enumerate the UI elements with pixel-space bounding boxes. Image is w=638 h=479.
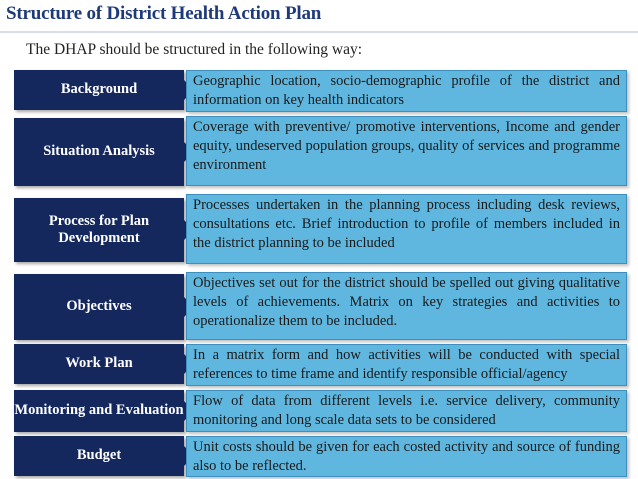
row-description: Objectives set out for the district should be spelled out giving qualitative levels of achievements. Matrix on key strategies and activities to operationalize them to be included. xyxy=(186,272,627,340)
row-label: Work Plan xyxy=(14,344,184,384)
page-title: Structure of District Health Action Plan xyxy=(6,3,322,24)
title-divider xyxy=(0,31,638,33)
row-label: Situation Analysis xyxy=(14,118,184,186)
row-label: Objectives xyxy=(14,274,184,340)
row-label: Budget xyxy=(14,436,184,476)
row-description: Flow of data from different levels i.e. service delivery, community monitoring and long scale data sets to be considered xyxy=(186,390,627,432)
intro-text: The DHAP should be structured in the following way: xyxy=(26,41,363,58)
row-description: Geographic location, socio-demographic profile of the district and information on key health indicators xyxy=(186,70,627,112)
row-description: In a matrix form and how activities will be conducted with special references to time frame and identify responsible official/agency xyxy=(186,344,627,386)
row-label: Monitoring and Evaluation xyxy=(14,390,184,432)
row-label: Background xyxy=(14,70,184,110)
row-label: Process for Plan Development xyxy=(14,198,184,262)
row-description: Unit costs should be given for each costed activity and source of funding also to be reflected. xyxy=(186,436,627,477)
row-description: Coverage with preventive/ promotive interventions, Income and gender equity, undeserved population groups, quality of services and programme environment xyxy=(186,116,627,186)
row-description: Processes undertaken in the planning process including desk reviews, consultations etc. Brief introduction to profile of members included in the district planning to be included xyxy=(186,194,627,264)
